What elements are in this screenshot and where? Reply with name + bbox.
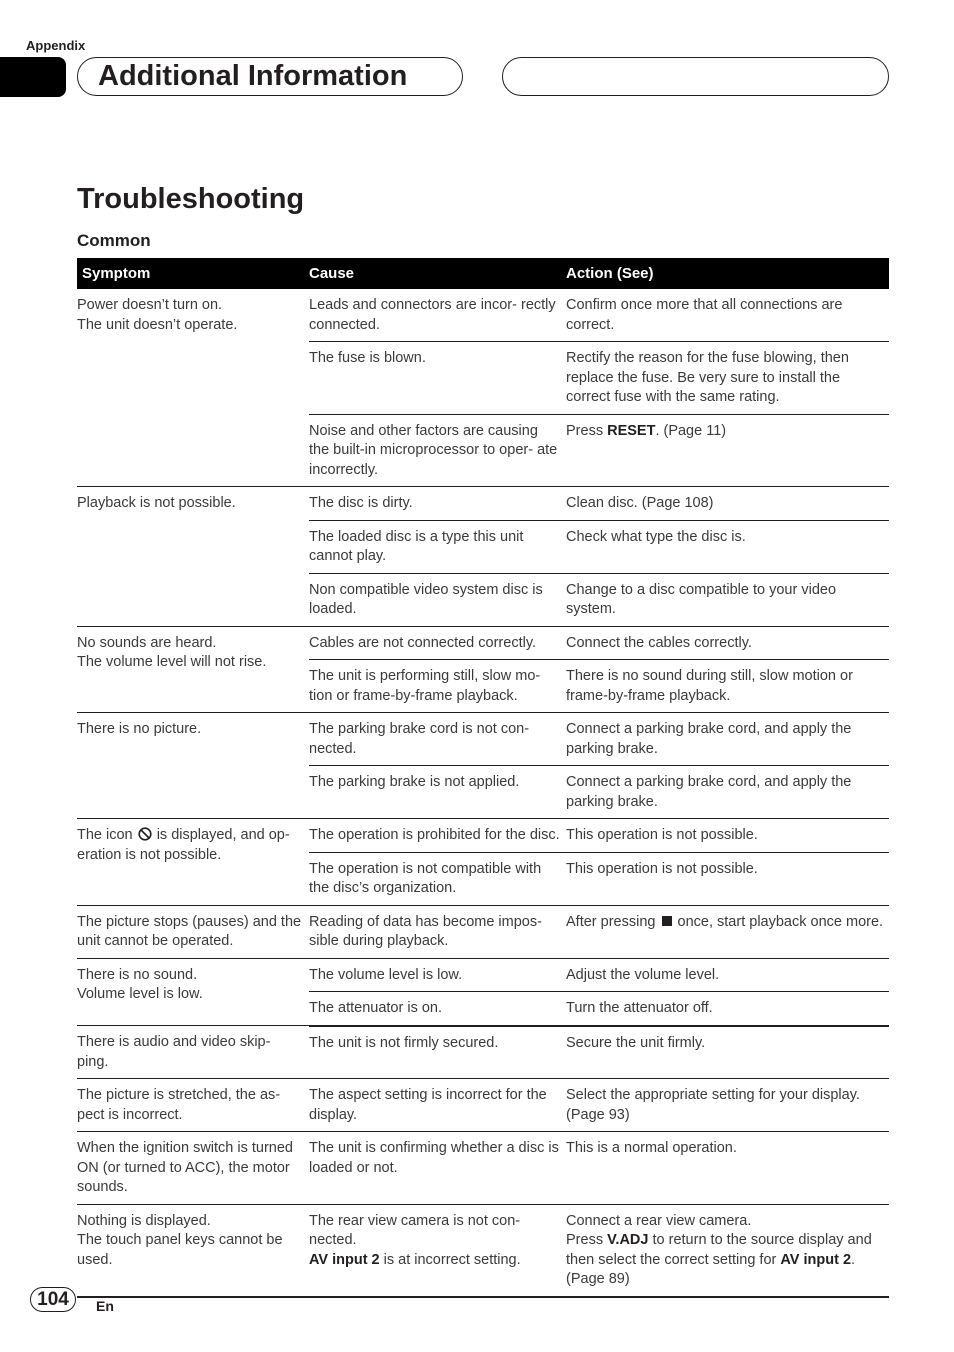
cause-cell: The unit is performing still, slow mo- tion or frame-by-frame playback. — [309, 660, 566, 713]
action-cell: Adjust the volume level. — [566, 958, 889, 992]
action-cell: There is no sound during still, slow motion or frame-by-frame playback. — [566, 660, 889, 713]
symptom-cell — [77, 958, 309, 1026]
cause-text: is at incorrect setting. — [379, 1251, 521, 1268]
action-cell: Secure the unit firmly. — [566, 1026, 889, 1079]
symptom-cell — [77, 1079, 309, 1132]
cause-cell: Noise and other factors are causing the built-in microprocessor to oper- ate incorrectly. — [309, 414, 566, 487]
cause-cell: Leads and connectors are incor- rectly connected. — [309, 289, 566, 342]
cause-cell: The unit is confirming whether a disc is loaded or not. — [309, 1132, 566, 1205]
header-action: Action (See) — [566, 258, 889, 289]
symptom-text: Playback is not possible. — [77, 495, 236, 511]
table-row — [77, 1132, 889, 1205]
symptom-text: Volume level is low. — [77, 986, 203, 1002]
action-text: once, start playback once more. — [677, 913, 884, 930]
action-cell — [566, 414, 889, 487]
cause-cell: The unit is not firmly secured. — [309, 1026, 566, 1079]
symptom-text: There is audio and video skip- ping. — [77, 1034, 271, 1070]
table-row — [77, 289, 889, 342]
cause-cell: Non compatible video system disc is loaded. — [309, 573, 566, 626]
section-title-box-right — [502, 57, 889, 96]
action-cell: This operation is not possible. — [566, 852, 889, 905]
table-row — [77, 819, 889, 853]
action-cell: Change to a disc compatible to your video system. — [566, 573, 889, 626]
action-cell: Confirm once more that all connections are correct. — [566, 289, 889, 342]
cause-cell: The loaded disc is a type this unit cannot play. — [309, 520, 566, 573]
action-text — [566, 1231, 885, 1290]
table-row — [77, 1079, 889, 1132]
cause-cell: The parking brake cord is not con- nected. — [309, 713, 566, 766]
symptom-text: There is no sound. — [77, 966, 198, 983]
symptom-text: Nothing is displayed. — [77, 1212, 211, 1229]
symptom-text: The icon — [77, 827, 133, 843]
cause-text — [309, 1251, 562, 1271]
stop-square-icon — [662, 916, 672, 926]
reset-key-label: RESET — [607, 422, 656, 439]
language-label: En — [96, 1298, 114, 1314]
symptom-cell — [77, 289, 309, 487]
action-text: . (Page 89) — [566, 1251, 856, 1287]
action-cell: Select the appropriate setting for your display. (Page 93) — [566, 1079, 889, 1132]
cause-cell: The aspect setting is incorrect for the display. — [309, 1079, 566, 1132]
symptom-text: The unit doesn’t operate. — [77, 316, 238, 333]
appendix-label: Appendix — [26, 38, 86, 53]
action-cell: This is a normal operation. — [566, 1132, 889, 1205]
section-title: Additional Information — [98, 60, 408, 92]
section-tab-marker — [0, 57, 66, 97]
cause-cell: The attenuator is on. — [309, 992, 566, 1026]
symptom-text: No sounds are heard. — [77, 634, 217, 651]
table-row — [77, 1026, 889, 1079]
page-number: 104 — [30, 1287, 76, 1312]
av-input-label: AV input 2 — [780, 1251, 852, 1268]
action-cell: Check what type the disc is. — [566, 520, 889, 573]
header-cause: Cause — [309, 258, 566, 289]
symptom-cell — [77, 819, 309, 906]
cause-cell — [309, 1204, 566, 1297]
symptom-text: Power doesn’t turn on. — [77, 297, 223, 313]
section-title-box — [77, 57, 463, 96]
vadj-key-label: V.ADJ — [607, 1232, 649, 1248]
cause-cell: The disc is dirty. — [309, 487, 566, 521]
action-cell — [566, 905, 889, 958]
table-row — [77, 958, 889, 992]
cause-cell: The fuse is blown. — [309, 342, 566, 415]
table-row — [77, 626, 889, 660]
table-row — [77, 713, 889, 766]
action-cell: Turn the attenuator off. — [566, 992, 889, 1026]
cause-cell: The operation is not compatible with the disc’s organization. — [309, 852, 566, 905]
action-text: to return to the source display and then select the correct setting for — [566, 1232, 872, 1268]
symptom-cell — [77, 905, 309, 958]
av-input-label: AV input 2 — [309, 1251, 380, 1268]
troubleshooting-table — [77, 258, 889, 1298]
symptom-cell — [77, 1026, 309, 1079]
action-cell — [566, 1204, 889, 1297]
symptom-cell — [77, 713, 309, 819]
action-text: . (Page 11) — [655, 422, 727, 439]
symptom-cell — [77, 1204, 309, 1297]
cause-cell: Reading of data has become impos- sible during playback. — [309, 905, 566, 958]
table-row — [77, 487, 889, 521]
symptom-text: is displayed, and op- eration is not possible. — [77, 827, 290, 863]
cause-text: The rear view camera is not con- nected. — [309, 1212, 521, 1248]
header-symptom: Symptom — [77, 258, 309, 289]
action-text: After pressing — [566, 913, 656, 930]
symptom-text: The picture stops (pauses) and the unit cannot be operated. — [77, 913, 302, 949]
action-cell: Connect a parking brake cord, and apply the parking brake. — [566, 766, 889, 819]
action-cell: This operation is not possible. — [566, 819, 889, 853]
symptom-text: When the ignition switch is turned ON (or turned to ACC), the motor sounds. — [77, 1140, 293, 1195]
action-text: Connect a rear view camera. — [566, 1212, 752, 1229]
action-cell: Connect a parking brake cord, and apply the parking brake. — [566, 713, 889, 766]
symptom-cell — [77, 1132, 309, 1205]
table-header-row — [77, 258, 889, 289]
symptom-cell — [77, 487, 309, 627]
symptom-text: The touch panel keys cannot be used. — [77, 1232, 283, 1268]
subheading: Common — [77, 231, 151, 250]
symptom-text: The picture is stretched, the as- pect is incorrect. — [77, 1087, 281, 1123]
prohibited-icon — [138, 827, 152, 841]
page-title: Troubleshooting — [77, 183, 305, 215]
cause-cell: Cables are not connected correctly. — [309, 626, 566, 660]
action-cell: Connect the cables correctly. — [566, 626, 889, 660]
symptom-text: The volume level will not rise. — [77, 654, 267, 670]
symptom-cell — [77, 626, 309, 713]
cause-cell: The operation is prohibited for the disc. — [309, 819, 566, 853]
cause-cell: The volume level is low. — [309, 958, 566, 992]
action-cell: Clean disc. (Page 108) — [566, 487, 889, 521]
symptom-text: There is no picture. — [77, 721, 202, 737]
table-row — [77, 1204, 889, 1297]
table-row — [77, 905, 889, 958]
action-cell: Rectify the reason for the fuse blowing, then replace the fuse. Be very sure to install the correct fuse with the same rating. — [566, 342, 889, 415]
action-text: Press — [566, 1232, 608, 1248]
cause-cell: The parking brake is not applied. — [309, 766, 566, 819]
action-text: Press — [566, 422, 608, 439]
